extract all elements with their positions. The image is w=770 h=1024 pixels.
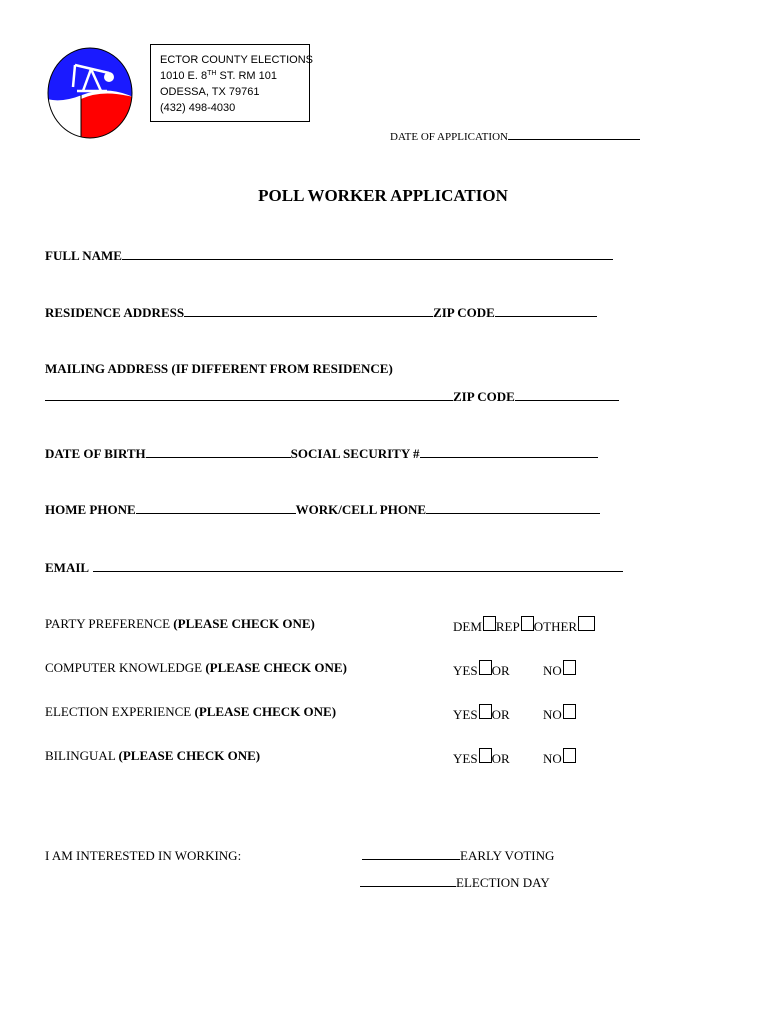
mailing-address-row bbox=[45, 389, 619, 405]
dem-checkbox[interactable] bbox=[483, 616, 496, 631]
mailing-address-field[interactable] bbox=[45, 389, 453, 401]
early-voting-label: EARLY VOTING bbox=[460, 848, 555, 863]
work-cell-phone-field[interactable] bbox=[426, 502, 600, 514]
office-city: ODESSA, TX 79761 bbox=[160, 86, 260, 98]
home-phone-label: HOME PHONE bbox=[45, 502, 136, 517]
date-of-application-row bbox=[390, 128, 640, 143]
office-name: ECTOR COUNTY ELECTIONS bbox=[160, 54, 314, 66]
election-no-label: NO bbox=[543, 707, 562, 722]
election-experience-label: ELECTION EXPERIENCE (PLEASE CHECK ONE) bbox=[45, 704, 337, 719]
dob-ssn-row bbox=[45, 446, 598, 462]
bilingual-yes-group bbox=[453, 748, 510, 767]
residence-address-row bbox=[45, 305, 597, 321]
zip-code-label: ZIP CODE bbox=[433, 305, 495, 320]
residence-address-field[interactable] bbox=[184, 305, 433, 317]
other-label: OTHER bbox=[533, 619, 578, 634]
dob-field[interactable] bbox=[146, 446, 291, 458]
rep-label: REP bbox=[495, 619, 520, 634]
full-name-field[interactable] bbox=[122, 248, 613, 260]
computer-no-group bbox=[543, 660, 576, 679]
election-yes-label: YES bbox=[453, 707, 478, 722]
bilingual-yes-checkbox[interactable] bbox=[479, 748, 492, 763]
early-voting-row bbox=[362, 848, 554, 864]
office-address-box bbox=[150, 44, 314, 122]
zip-code-field[interactable] bbox=[495, 305, 597, 317]
bilingual-or-label: OR bbox=[491, 751, 510, 766]
residence-address-label: RESIDENCE ADDRESS bbox=[45, 305, 185, 320]
office-street: 1010 E. 8TH ST. RM 101 bbox=[160, 70, 277, 82]
bilingual-yes-label: YES bbox=[453, 751, 478, 766]
election-day-label: ELECTION DAY bbox=[456, 875, 550, 890]
mailing-zip-code-label: ZIP CODE bbox=[453, 389, 515, 404]
email-label: EMAIL bbox=[45, 560, 90, 575]
computer-yes-label: YES bbox=[453, 663, 478, 678]
email-row bbox=[45, 560, 623, 576]
full-name-row bbox=[45, 248, 613, 264]
rep-checkbox[interactable] bbox=[521, 616, 534, 631]
ssn-label: SOCIAL SECURITY # bbox=[290, 446, 420, 461]
work-cell-phone-label: WORK/CELL PHONE bbox=[295, 502, 427, 517]
mailing-zip-code-field[interactable] bbox=[515, 389, 619, 401]
election-day-field[interactable] bbox=[360, 875, 456, 887]
computer-no-label: NO bbox=[543, 663, 562, 678]
election-yes-checkbox[interactable] bbox=[479, 704, 492, 719]
election-or-label: OR bbox=[491, 707, 510, 722]
bilingual-no-label: NO bbox=[543, 751, 562, 766]
computer-yes-checkbox[interactable] bbox=[479, 660, 492, 675]
bilingual-label: BILINGUAL (PLEASE CHECK ONE) bbox=[45, 748, 261, 763]
home-phone-field[interactable] bbox=[136, 502, 296, 514]
dem-label: DEM bbox=[453, 619, 482, 634]
computer-no-checkbox[interactable] bbox=[563, 660, 576, 675]
party-preference-label: PARTY PREFERENCE (PLEASE CHECK ONE) bbox=[45, 616, 315, 631]
computer-yes-group bbox=[453, 660, 510, 679]
interest-label: I AM INTERESTED IN WORKING: bbox=[45, 848, 242, 863]
election-no-checkbox[interactable] bbox=[563, 704, 576, 719]
ssn-field[interactable] bbox=[420, 446, 598, 458]
bilingual-no-group bbox=[543, 748, 576, 767]
ector-county-logo-icon bbox=[47, 47, 133, 139]
mailing-address-label: MAILING ADDRESS (IF DIFFERENT FROM RESIDENCE) bbox=[45, 361, 393, 376]
other-checkbox[interactable] bbox=[578, 616, 595, 631]
computer-knowledge-label: COMPUTER KNOWLEDGE (PLEASE CHECK ONE) bbox=[45, 660, 347, 675]
full-name-label: FULL NAME bbox=[45, 248, 122, 263]
election-no-group bbox=[543, 704, 576, 723]
party-preference-options bbox=[453, 616, 595, 635]
dob-label: DATE OF BIRTH bbox=[45, 446, 146, 461]
computer-or-label: OR bbox=[491, 663, 510, 678]
date-of-application-field[interactable] bbox=[508, 128, 640, 140]
early-voting-field[interactable] bbox=[362, 848, 460, 860]
email-field[interactable] bbox=[93, 560, 623, 572]
office-phone: (432) 498-4030 bbox=[160, 102, 236, 114]
page-title: POLL WORKER APPLICATION bbox=[258, 186, 508, 205]
election-yes-group bbox=[453, 704, 510, 723]
election-day-row bbox=[360, 875, 550, 891]
phone-row bbox=[45, 502, 600, 518]
bilingual-no-checkbox[interactable] bbox=[563, 748, 576, 763]
date-of-application-label: DATE OF APPLICATION bbox=[390, 131, 508, 143]
